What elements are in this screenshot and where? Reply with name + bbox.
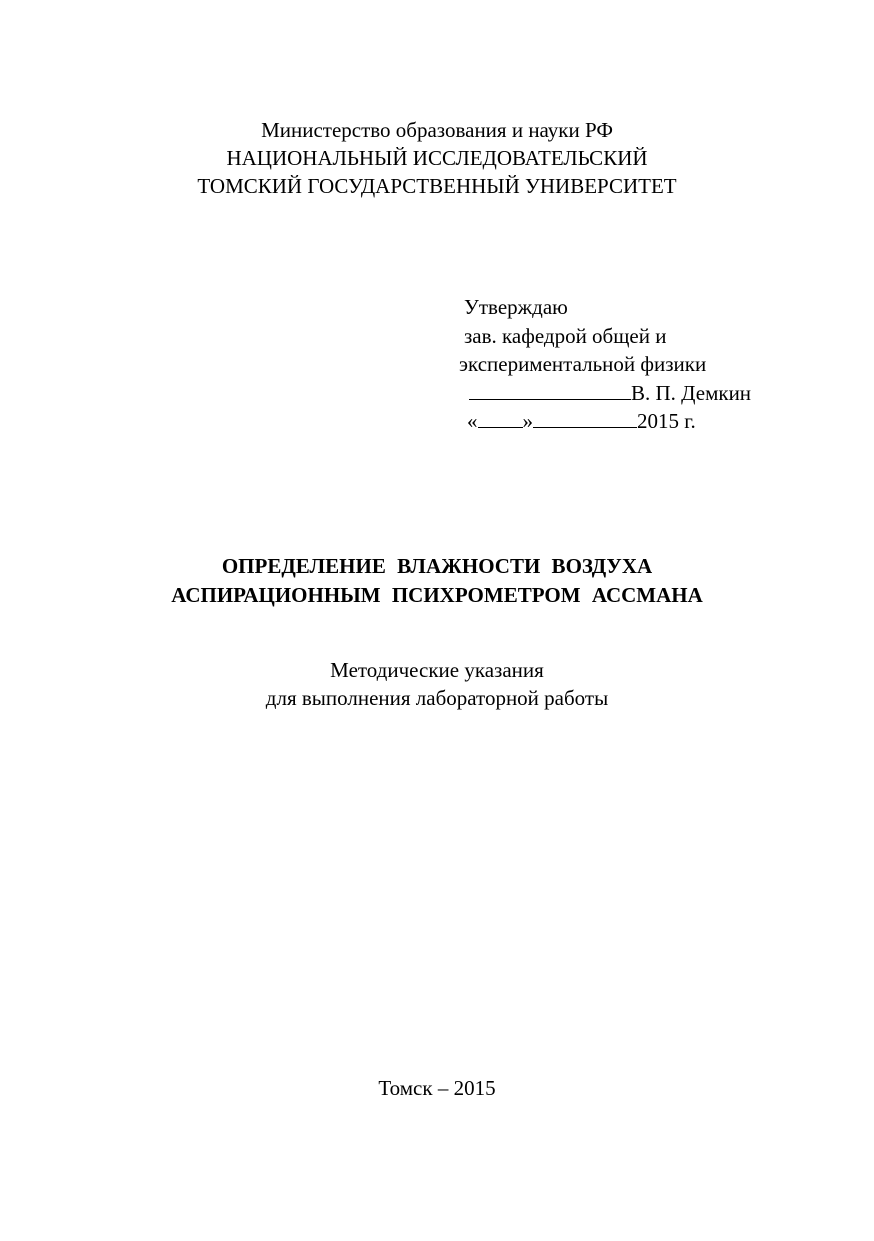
subtitle-line-1: Методические указания	[330, 658, 544, 682]
quote-open: «	[467, 409, 478, 433]
approver-name: В. П. Демкин	[631, 380, 752, 405]
title-line-2: АСПИРАЦИОННЫМ ПСИХРОМЕТРОМ АССМАНА	[171, 583, 703, 607]
city-year: Томск – 2015	[378, 1076, 496, 1100]
document-subtitle	[0, 656, 874, 712]
approval-block	[456, 293, 751, 436]
signature-blank	[469, 379, 631, 400]
subtitle-line-2: для выполнения лабораторной работы	[265, 686, 609, 710]
approval-heading: Утверждаю	[464, 295, 568, 319]
approver-position-line-2: экспериментальной физики	[459, 352, 707, 376]
document-title	[0, 552, 874, 610]
title-line-1: ОПРЕДЕЛЕНИЕ ВЛАЖНОСТИ ВОЗДУХА	[221, 554, 653, 578]
signature-line	[456, 379, 751, 408]
approval-year: 2015 г.	[637, 409, 696, 433]
university-name-line-2: ТОМСКИЙ ГОСУДАРСТВЕННЫЙ УНИВЕРСИТЕТ	[197, 174, 677, 198]
document-header	[0, 116, 874, 200]
approver-position-line-1: зав. кафедрой общей и	[464, 323, 667, 348]
ministry-name: Министерство образования и науки РФ	[261, 118, 613, 142]
month-blank	[533, 407, 637, 428]
university-name-line-1: НАЦИОНАЛЬНЫЙ ИССЛЕДОВАТЕЛЬСКИЙ	[226, 146, 648, 170]
date-line	[456, 407, 751, 436]
day-blank	[478, 407, 523, 428]
quote-close: »	[522, 409, 533, 433]
